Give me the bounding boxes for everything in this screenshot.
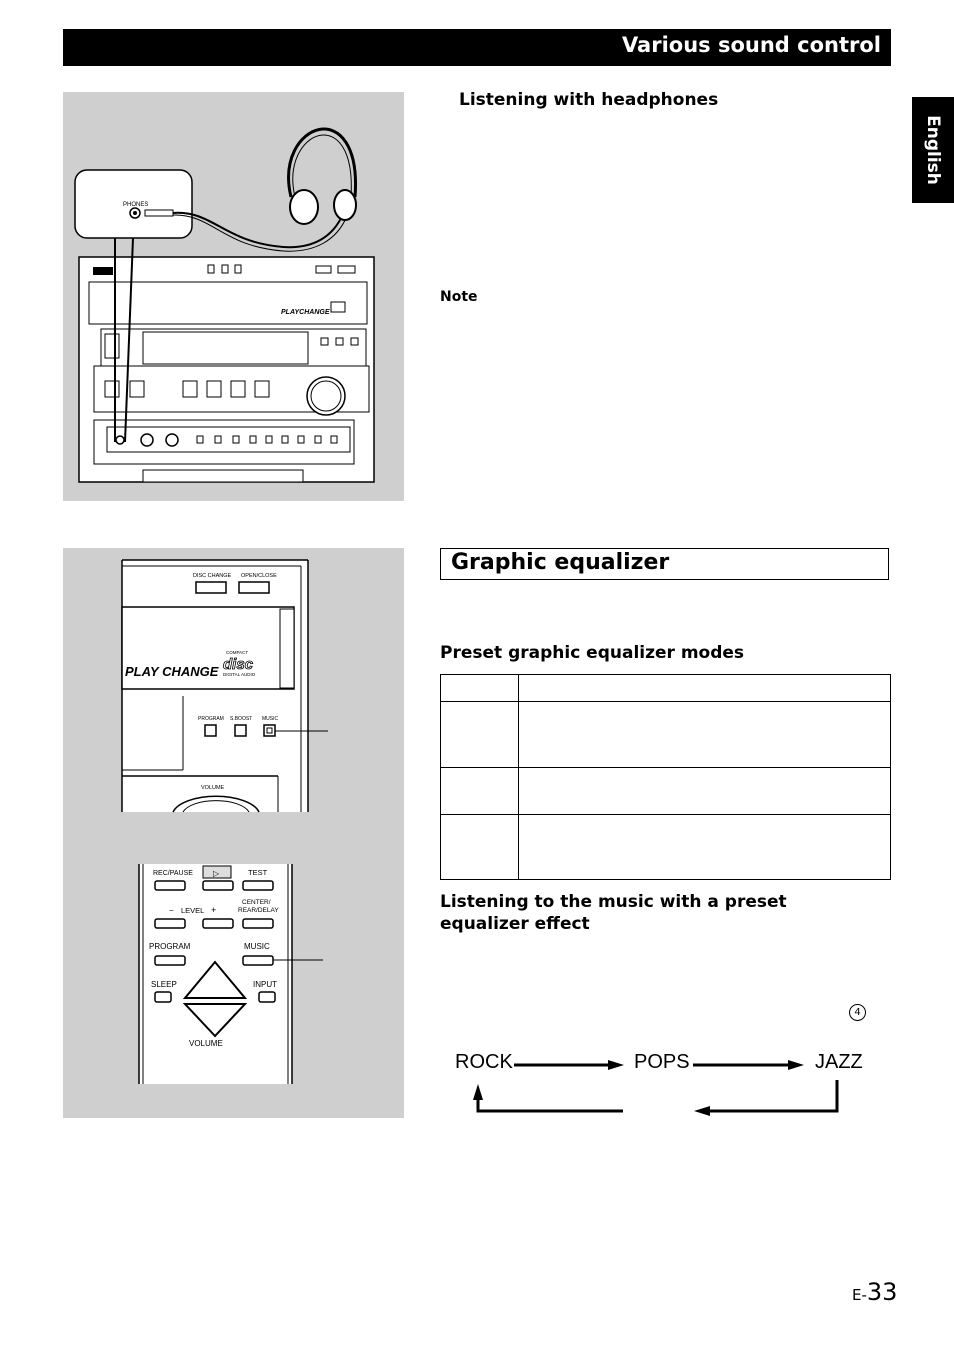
svg-text:PLAYCHANGE: PLAYCHANGE — [281, 309, 330, 316]
open-close-button[interactable] — [239, 582, 269, 593]
note-label: Note — [440, 289, 478, 305]
table-cell — [441, 702, 519, 768]
equalizer-illustration — [63, 548, 404, 1118]
table-cell — [519, 702, 891, 768]
language-tab — [912, 97, 954, 203]
sleep-button[interactable] — [155, 992, 171, 1002]
remote-volume-label: VOLUME — [189, 1039, 223, 1048]
graphic-equalizer-title-box — [440, 548, 889, 580]
input-button[interactable] — [259, 992, 275, 1002]
step-marker: 4 — [849, 1004, 866, 1021]
music-key-label: MUSIC — [262, 716, 279, 722]
page-number-prefix: E- — [852, 1286, 867, 1304]
table-cell — [441, 815, 519, 880]
flow-jazz-label: JAZZ — [815, 1051, 863, 1073]
rec-pause-button[interactable] — [155, 881, 185, 890]
s-boost-key-label: S.BOOST — [230, 716, 253, 722]
unit-music-button[interactable] — [264, 725, 275, 736]
table-cell — [519, 768, 891, 815]
table-row — [441, 815, 891, 880]
level-plus-button[interactable] — [203, 919, 233, 928]
table-cell — [519, 675, 891, 702]
table-cell — [441, 675, 519, 702]
preset-listening-heading: Listening to the music with a preset equalizer effect — [440, 892, 787, 934]
digital-audio-label: DIGITAL AUDIO — [223, 672, 256, 677]
level-minus-label: − — [169, 906, 174, 915]
remote-program-button[interactable] — [155, 956, 185, 965]
graphic-equalizer-title: Graphic equalizer — [451, 550, 670, 575]
remote-music-label: MUSIC — [244, 942, 270, 951]
test-label: TEST — [248, 868, 268, 877]
play-button[interactable] — [203, 881, 233, 890]
open-close-label: OPEN/CLOSE — [241, 573, 277, 579]
disc-change-button[interactable] — [196, 582, 226, 593]
svg-text:▷: ▷ — [213, 869, 220, 878]
flow-rock-label: ROCK — [455, 1051, 513, 1073]
input-label: INPUT — [253, 980, 277, 989]
table-row — [441, 675, 891, 702]
unit-program-button[interactable] — [205, 725, 216, 736]
rec-pause-label: REC/PAUSE — [153, 870, 193, 877]
language-tab-label: English — [923, 115, 943, 185]
headphones-illustration — [63, 92, 404, 501]
equalizer-cycle-arrows — [440, 1040, 880, 1130]
play-change-logo: PLAY CHANGE — [125, 664, 219, 679]
headphones-heading: Listening with headphones — [459, 90, 719, 110]
table-cell — [441, 768, 519, 815]
table-row — [441, 768, 891, 815]
program-key-label: PROGRAM — [198, 716, 224, 722]
section-title: Various sound control — [621, 33, 881, 57]
unit-s-boost-button[interactable] — [235, 725, 246, 736]
table-row — [441, 702, 891, 768]
center-label-line2: REAR/DELAY — [238, 907, 279, 914]
preset-modes-heading: Preset graphic equalizer modes — [440, 643, 745, 663]
disc-logo: disc — [223, 656, 254, 673]
page-number — [852, 1278, 897, 1306]
level-minus-button[interactable] — [155, 919, 185, 928]
flow-pops-label: POPS — [634, 1051, 690, 1073]
compact-label: COMPACT — [226, 650, 249, 655]
section-header-bar — [63, 29, 891, 66]
level-plus-label: + — [211, 905, 217, 915]
sleep-label: SLEEP — [151, 980, 177, 989]
center-label-line1: CENTER/ — [242, 899, 271, 906]
preset-modes-table — [440, 674, 891, 880]
level-label: LEVEL — [181, 906, 205, 915]
remote-program-label: PROGRAM — [149, 942, 191, 951]
test-button[interactable] — [243, 881, 273, 890]
phones-jack-label: PHONES — [123, 202, 149, 208]
headphones-illustration-panel — [63, 92, 404, 501]
disc-change-label: DISC CHANGE — [193, 573, 232, 579]
remote-music-button[interactable] — [243, 956, 273, 965]
table-cell — [519, 815, 891, 880]
equalizer-illustration-panel — [63, 548, 404, 1118]
center-rear-delay-button[interactable] — [243, 919, 273, 928]
volume-knob-label: VOLUME — [201, 785, 225, 791]
page-number-value: 33 — [866, 1278, 898, 1306]
